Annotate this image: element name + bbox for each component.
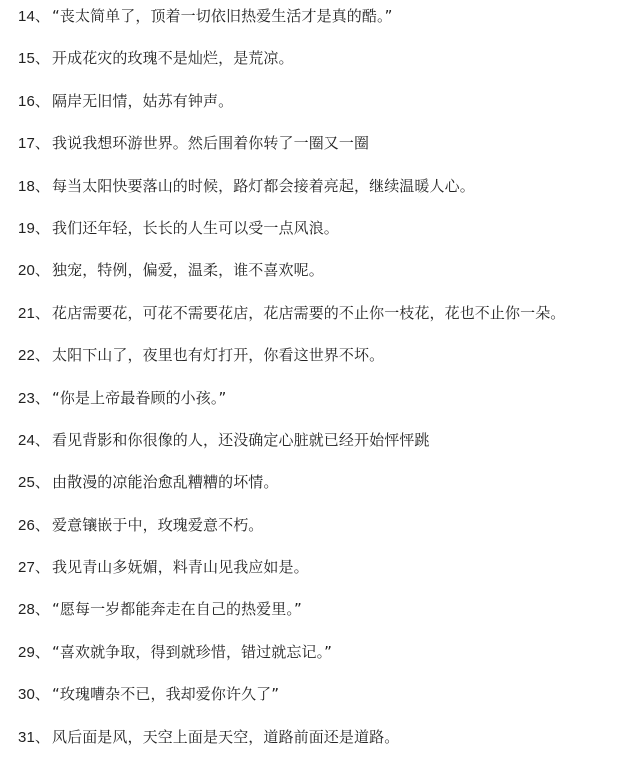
quote-text: 风后面是风，天空上面是天空，道路前面还是道路。 (52, 727, 400, 746)
quote-item (18, 716, 616, 758)
quote-text: 太阳下山了，夜里也有灯打开，你看这世界不坏。 (52, 346, 385, 365)
quote-item (18, 165, 616, 207)
quote-separator: 、 (34, 261, 50, 280)
quote-item (18, 292, 616, 334)
quote-number: 14 (18, 8, 35, 25)
quote-number: 22 (18, 347, 35, 365)
quote-separator: 、 (34, 685, 50, 704)
quote-number: 30 (18, 686, 35, 704)
quote-item (18, 419, 616, 461)
quote-text: 每当太阳快要落山的时候，路灯都会接着亮起，继续温暖人心。 (52, 176, 475, 195)
quote-number: 25 (18, 474, 35, 492)
quote-text: “你是上帝最眷顾的小孩。” (52, 388, 227, 407)
quote-number: 29 (18, 643, 35, 661)
quote-item (18, 207, 616, 249)
quote-text: “丧太简单了，顶着一切依旧热爱生活才是真的酷。” (52, 7, 393, 25)
quote-text: “愿每一岁都能奔走在自己的热爱里。” (52, 600, 302, 619)
quote-separator: 、 (34, 473, 50, 492)
quote-separator: 、 (34, 558, 50, 577)
quote-text: 独宠，特例，偏爱，温柔，谁不喜欢呢。 (52, 261, 324, 280)
quote-text: 隔岸无旧情，姑苏有钟声。 (52, 91, 234, 110)
quote-separator: 、 (34, 7, 50, 25)
quote-number: 23 (18, 389, 35, 407)
quote-number: 31 (18, 728, 35, 746)
quote-item (18, 0, 616, 37)
quote-separator: 、 (34, 218, 50, 237)
quote-list (18, 0, 616, 758)
quote-text: 看见背影和你很像的人，还没确定心脏就已经开始怦怦跳 (52, 430, 430, 449)
quote-text: 花店需要花，可花不需要花店，花店需要的不止你一枝花，花也不止你一朵。 (52, 303, 566, 322)
quote-item (18, 80, 616, 122)
quote-separator: 、 (34, 430, 50, 449)
quote-separator: 、 (34, 91, 50, 110)
quote-item (18, 249, 616, 291)
quote-separator: 、 (34, 642, 50, 661)
quote-item (18, 546, 616, 588)
quote-item (18, 631, 616, 673)
quote-separator: 、 (34, 388, 50, 407)
quote-text: 我说我想环游世界。然后围着你转了一圈又一圈 (52, 134, 370, 153)
quote-number: 27 (18, 559, 35, 577)
quote-item (18, 461, 616, 503)
quote-text: 我见青山多妩媚，料青山见我应如是。 (52, 558, 309, 577)
quote-separator: 、 (34, 49, 50, 68)
quote-separator: 、 (34, 134, 50, 153)
quote-item (18, 377, 616, 419)
quote-separator: 、 (34, 727, 50, 746)
quote-text: 由散漫的凉能治愈乱糟糟的坏情。 (52, 473, 279, 492)
quote-number: 20 (18, 262, 35, 280)
quote-number: 19 (18, 219, 35, 237)
quote-text: 我们还年轻，长长的人生可以受一点风浪。 (52, 218, 339, 237)
quote-text: 开成花灾的玫瑰不是灿烂，是荒凉。 (52, 49, 294, 68)
quote-item (18, 37, 616, 79)
quote-item (18, 122, 616, 164)
quote-text: “玫瑰嘈杂不已，我却爱你许久了” (52, 685, 280, 704)
quote-text: 爱意镶嵌于中，玫瑰爱意不朽。 (52, 515, 264, 534)
quote-number: 24 (18, 431, 35, 449)
quote-text: “喜欢就争取，得到就珍惜，错过就忘记。” (52, 642, 333, 661)
quote-number: 21 (18, 304, 35, 322)
quote-separator: 、 (34, 176, 50, 195)
quote-item (18, 334, 616, 376)
quote-number: 28 (18, 601, 35, 619)
quote-separator: 、 (34, 346, 50, 365)
quote-item (18, 588, 616, 630)
quote-number: 18 (18, 177, 35, 195)
quote-number: 17 (18, 135, 35, 153)
quote-number: 15 (18, 50, 35, 68)
quote-separator: 、 (34, 600, 50, 619)
quote-number: 26 (18, 516, 35, 534)
quote-separator: 、 (34, 515, 50, 534)
quote-separator: 、 (34, 303, 50, 322)
quote-item (18, 504, 616, 546)
quote-item (18, 673, 616, 715)
quote-number: 16 (18, 92, 35, 110)
